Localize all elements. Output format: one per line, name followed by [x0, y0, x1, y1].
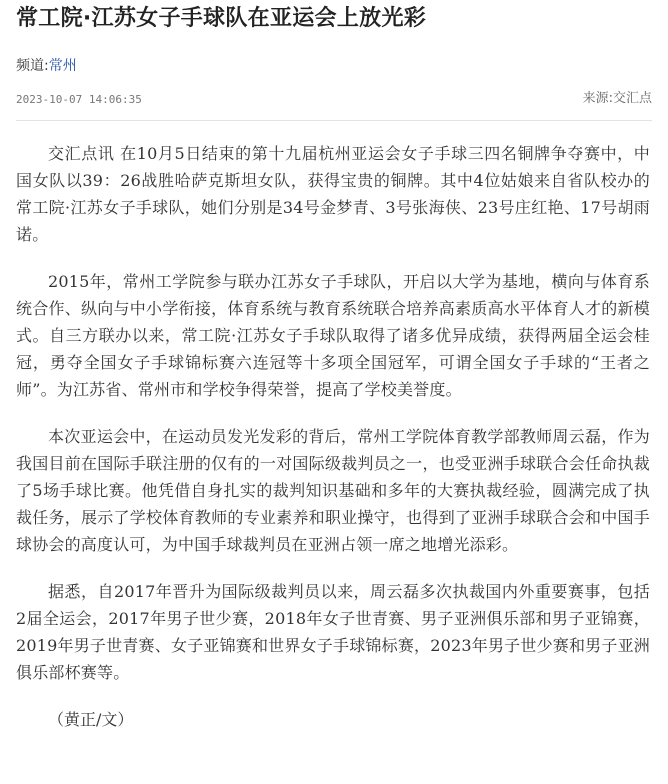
header-divider [16, 120, 652, 121]
article-paragraph: 2015年，常州工学院参与联办江苏女子手球队，开启以大学为基地，横向与体育系统合作、纵向与中小学衔接，体育系统与教育系统联合培养高素质高水平体育人才的新模式。自三方联办以来，常工院·江苏女子手球队取得了诸多优异成绩，获得两届全运会桂冠，勇夺全国女子手球锦标赛六连冠等十多项全国冠军，可谓全国女子手球的“王者之师”。为江苏省、常州市和学校争得荣誉，提高了学校美誉度。 [16, 272, 650, 399]
page-title: 常工院·江苏女子手球队在亚运会上放光彩 [16, 6, 427, 31]
publish-date: 2023-10-07 14:06:35 [16, 93, 142, 106]
article-paragraph: 据悉，自2017年晋升为国际级裁判员以来，周云磊多次执裁国内外重要赛事，包括2届全运会，2017年男子世少赛，2018年女子世青赛、男子亚洲俱乐部和男子亚锦赛，2019年男子世青赛、女子亚锦赛和世界女子手球锦标赛，2023年男子世少赛和男子亚洲俱乐部杯赛等。 [16, 582, 650, 682]
article-byline: （黄正/文） [48, 710, 134, 729]
channel-label: 频道: [16, 58, 49, 74]
article-meta [16, 89, 652, 111]
article-source: 来源:交汇点 [582, 91, 652, 106]
article-paragraph: 本次亚运会中，在运动员发光发彩的背后，常州工学院体育教学部教师周云磊，作为我国目前在国际手联注册的仅有的一对国际级裁判员之一，也受亚洲手球联合会任命执裁了5场手球比赛。他凭借自身扎实的裁判知识基础和多年的大赛执裁经验，圆满完成了执裁任务，展示了学校体育教师的专业素养和职业操守，也得到了亚洲手球联合会和中国手球协会的高度认可，为中国手球裁判员在亚洲占领一席之地增光添彩。 [16, 427, 650, 554]
article-paragraph: 交汇点讯 在10月5日结束的第十九届杭州亚运会女子手球三四名铜牌争夺赛中，中国女队以39：26战胜哈萨克斯坦女队，获得宝贵的铜牌。其中4位姑娘来自省队校办的常工院·江苏女子手球队，她们分别是34号金梦青、3号张海侠、23号庄红艳、17号胡雨诺。 [16, 144, 650, 244]
article-body [16, 140, 650, 733]
channel-info [16, 56, 77, 76]
channel-link[interactable]: 常州 [48, 58, 77, 74]
